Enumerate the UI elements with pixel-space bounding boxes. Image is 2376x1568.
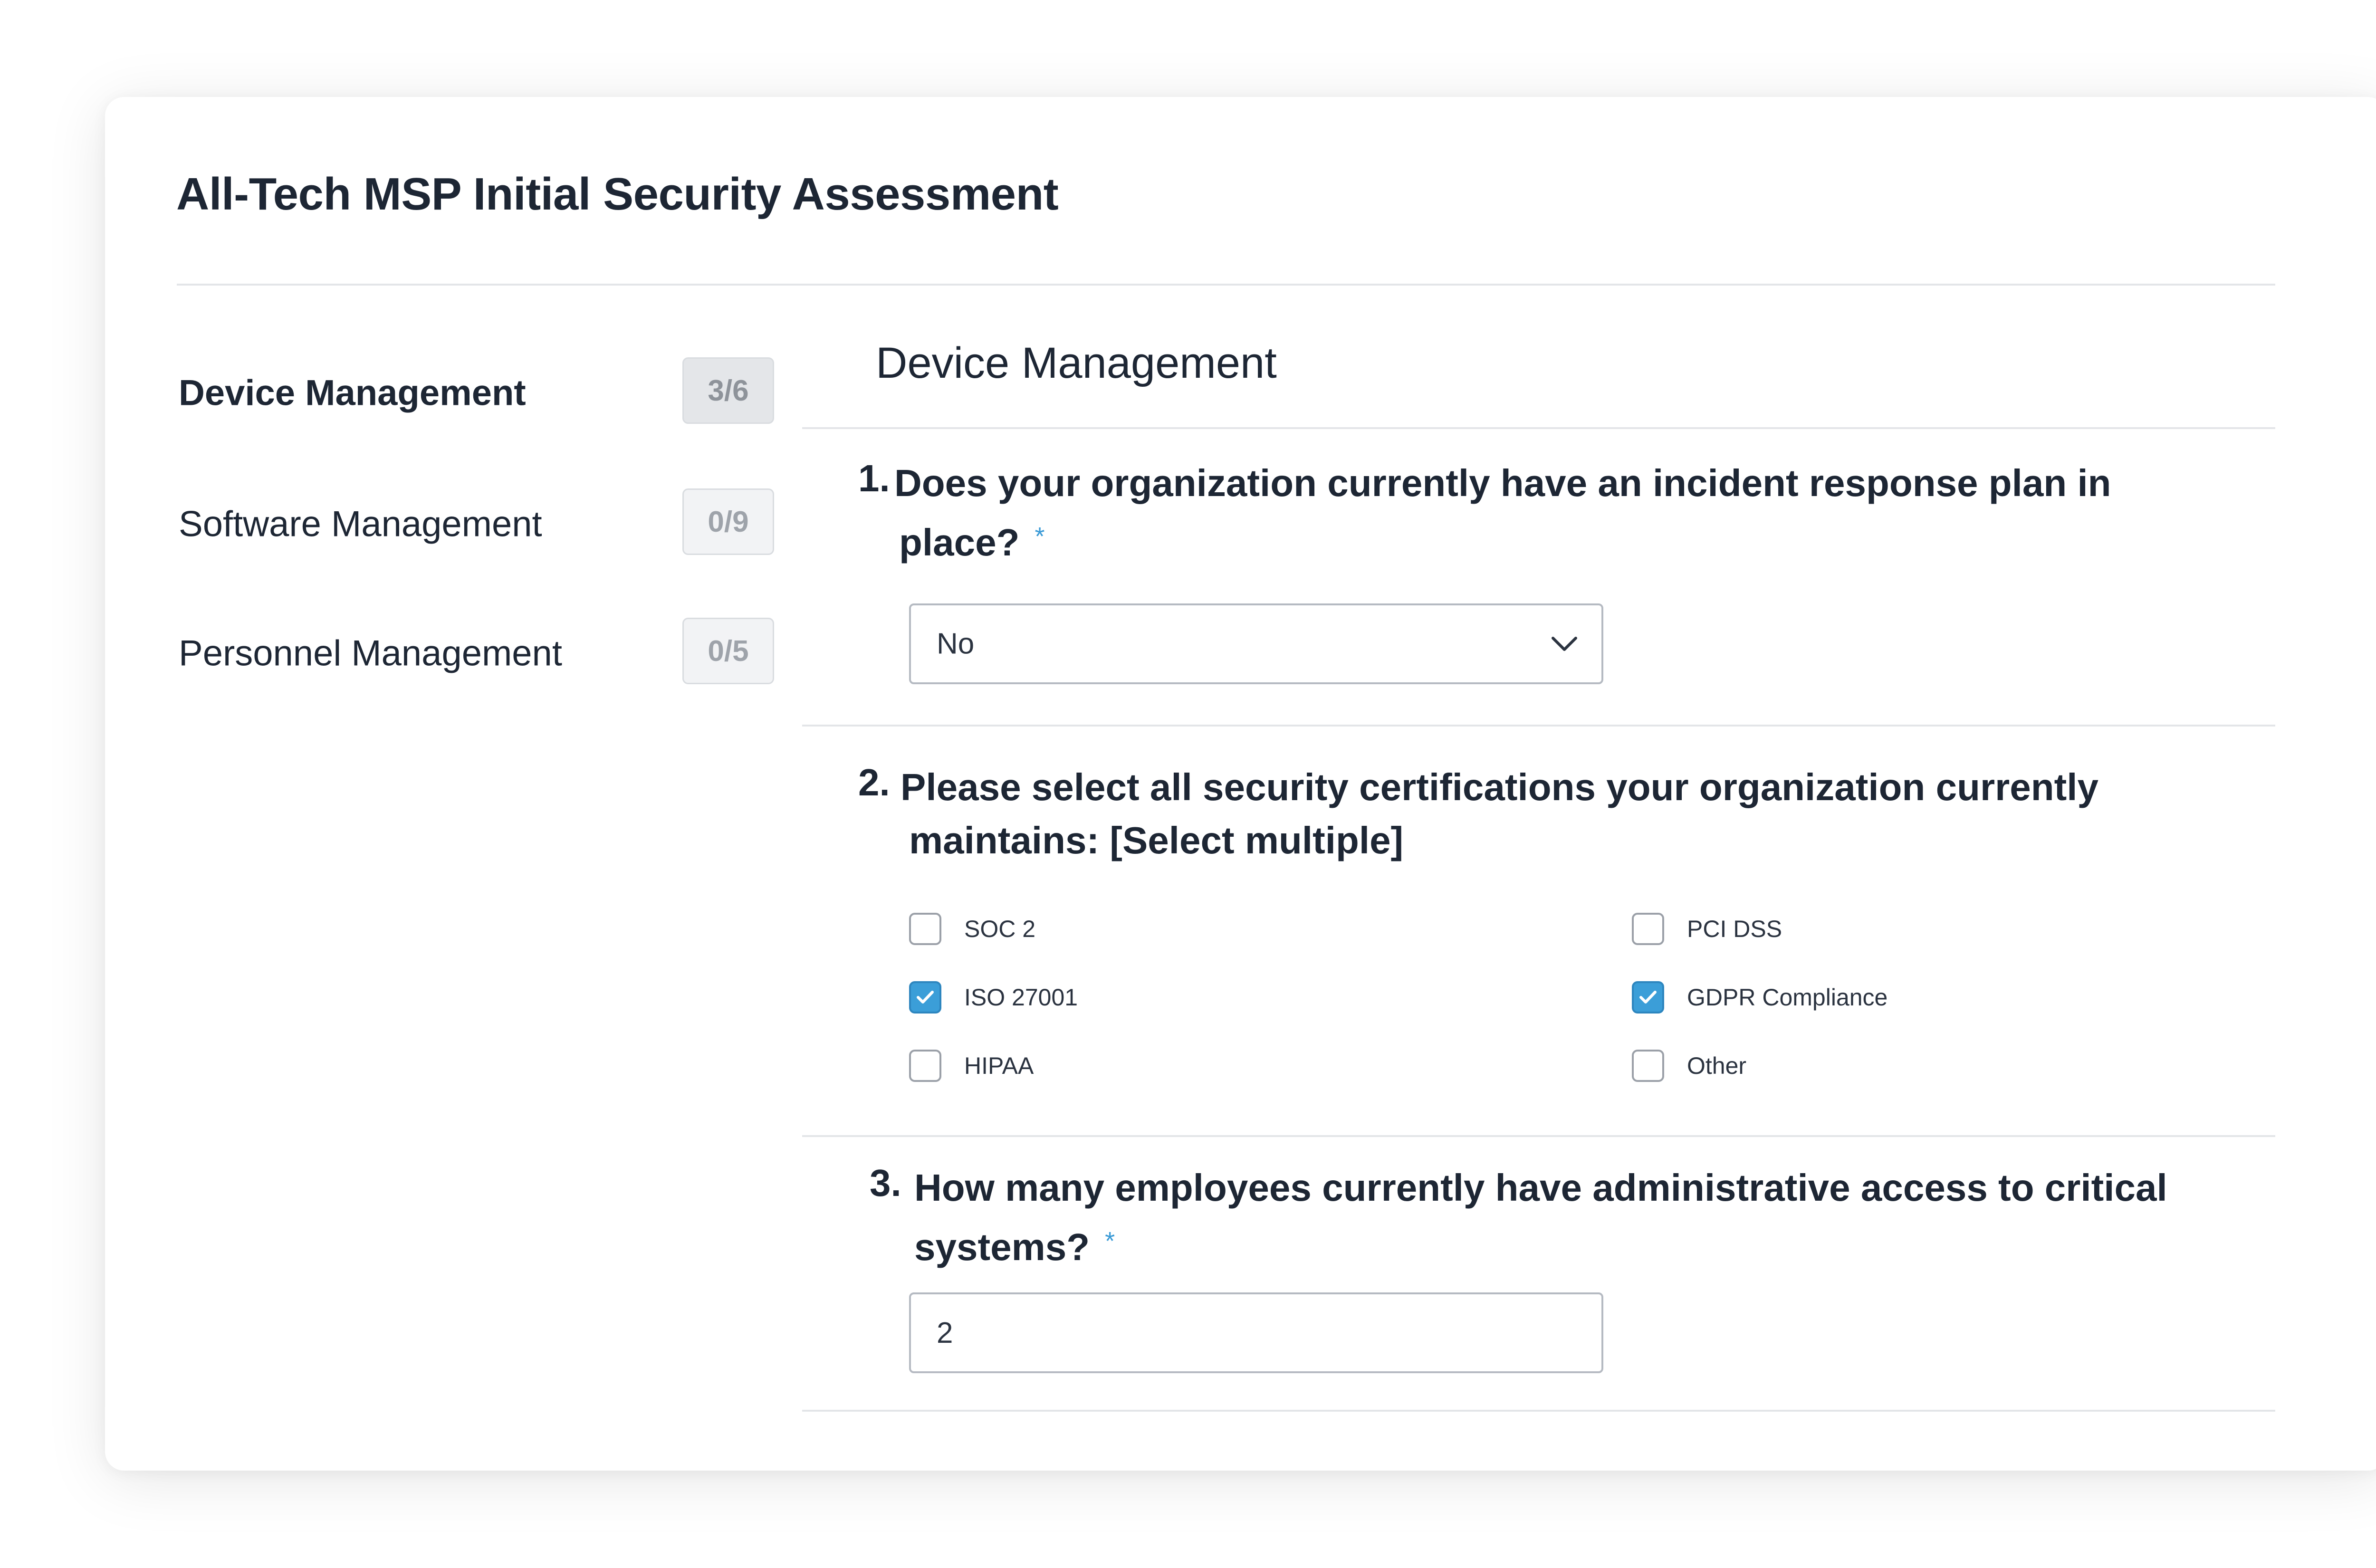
checkbox-box[interactable] [909,913,941,945]
title-divider [177,284,2275,286]
question-3-text [914,1161,2269,1274]
section-divider [802,427,2275,429]
question-2-text [901,761,2255,867]
checkbox-label: Other [1687,1052,1747,1079]
checkbox-soc-2[interactable] [909,913,1242,951]
checkbox-gdpr-compliance[interactable] [1632,981,2012,1019]
question-2-number: 2. [858,761,890,803]
question-3-line-1: How many employees currently have administrative access to critical [914,1166,2167,1209]
progress-badge: 0/9 [682,488,774,555]
checkbox-box[interactable] [909,1050,941,1082]
question-1-number: 1. [858,457,890,499]
section-bottom-divider [802,1410,2275,1412]
question-2-line-1: Please select all security certifications your organization currently [901,766,2098,808]
checkbox-label: GDPR Compliance [1687,984,1888,1011]
question-2-line-2: maintains: [Select multiple] [909,819,1404,861]
sidebar-item-label: Software Management [179,504,542,545]
question-divider [802,1135,2275,1137]
required-marker: * [1105,1227,1115,1255]
check-icon [1638,988,1658,1007]
question-divider [802,725,2275,727]
checkbox-label: SOC 2 [964,916,1036,942]
checkbox-label: HIPAA [964,1052,1034,1079]
checkbox-box[interactable] [1632,913,1664,945]
question-3-line-2: systems? [914,1226,1090,1268]
check-icon [915,988,935,1007]
checkbox-box[interactable] [1632,981,1664,1013]
question-1-line-2-wrap [894,510,2225,569]
progress-badge: 0/5 [682,618,774,684]
checkbox-hipaa[interactable] [909,1050,1242,1088]
question-1-line-2: place? [899,521,1020,564]
required-marker: * [1035,522,1045,551]
question-3-line-2-wrap [914,1214,2269,1274]
incident-response-select[interactable] [909,603,1603,684]
checkbox-label: PCI DSS [1687,916,1782,942]
sidebar-item-label: Personnel Management [179,633,562,674]
checkbox-iso-27001[interactable] [909,981,1242,1019]
checkbox-other[interactable] [1632,1050,2012,1088]
checkbox-pci-dss[interactable] [1632,913,2012,951]
sidebar-item-personnel-management[interactable] [179,618,811,689]
checkbox-box[interactable] [909,981,941,1013]
question-3-number: 3. [870,1162,901,1204]
page-title: All-Tech MSP Initial Security Assessment [176,169,1059,220]
section-title: Device Management [876,339,1277,387]
sidebar-item-software-management[interactable] [179,488,811,560]
admin-access-count-input[interactable] [909,1292,1603,1373]
chevron-down-icon [1551,636,1578,652]
sidebar-item-device-management[interactable] [179,357,811,429]
select-value: No [937,627,975,660]
checkbox-label: ISO 27001 [964,984,1078,1011]
question-1-text [894,457,2225,569]
progress-badge: 3/6 [682,357,774,424]
question-1-line-1: Does your organization currently have an incident response plan in [894,462,2111,504]
assessment-card [105,97,2376,1471]
checkbox-box[interactable] [1632,1050,1664,1082]
sidebar-item-label: Device Management [179,373,526,413]
